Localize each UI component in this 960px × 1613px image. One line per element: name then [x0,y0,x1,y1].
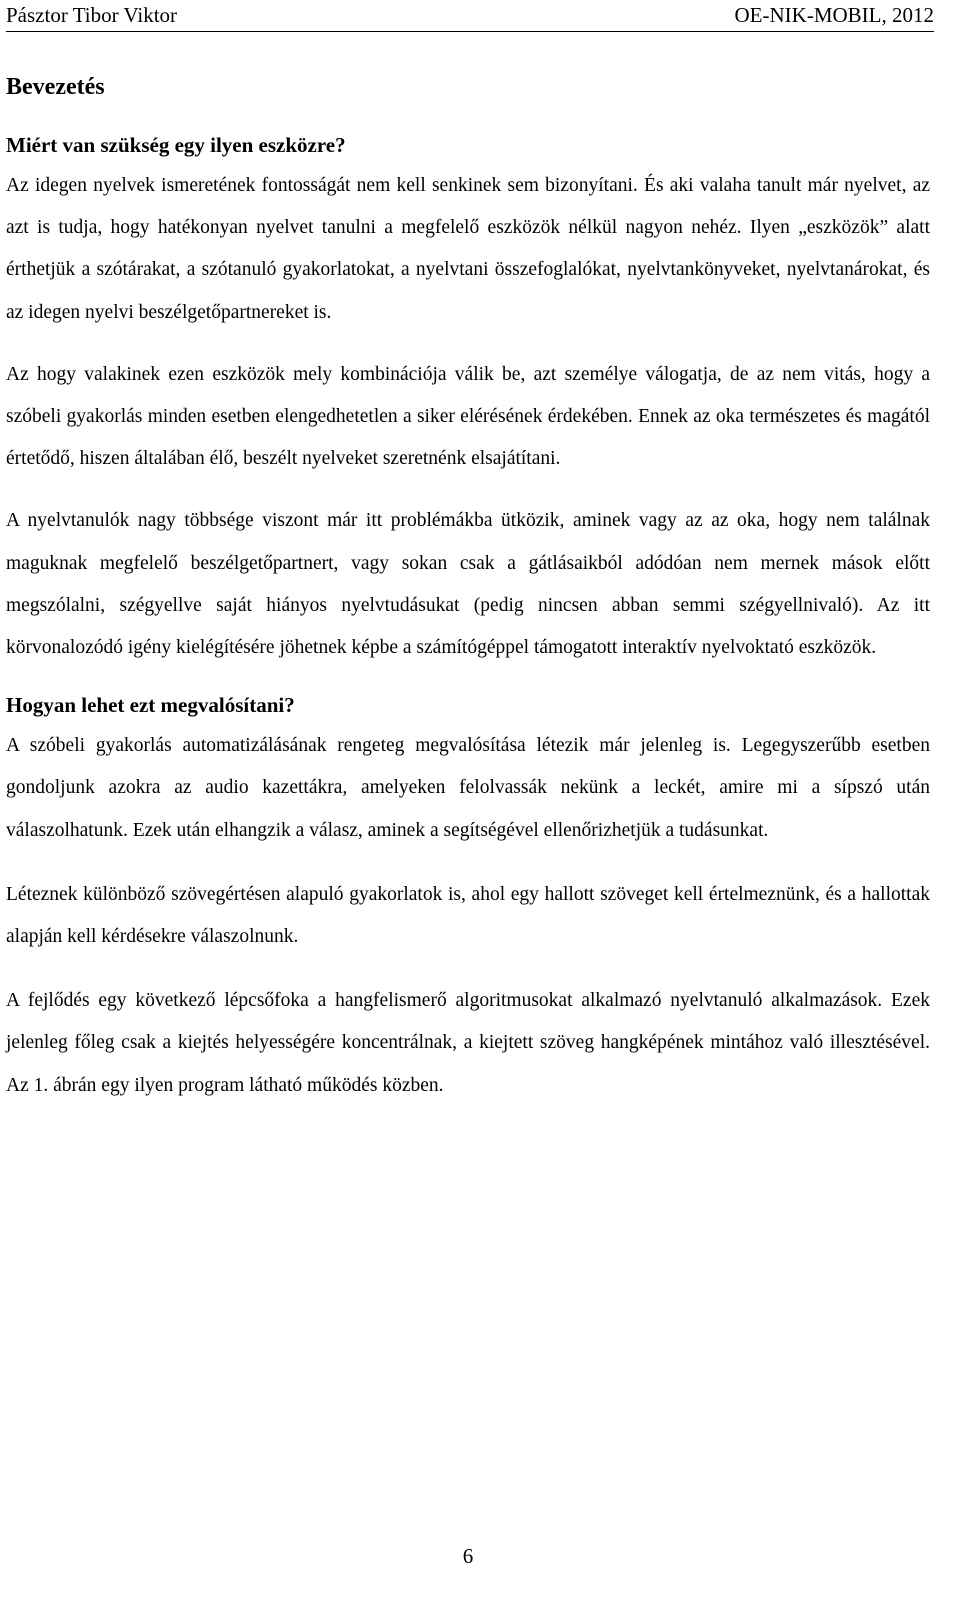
paragraph: Az hogy valakinek ezen eszközök mely kombinációja válik be, azt személye válogatja, de az nem vitás, hogy a szóbeli gyakorlás minden esetben elengedhetetlen a siker elérésének érdekében. Ennek az oka természetes és magától értetődő, hiszen általában élő, beszélt nyelveket szeretnénk elsajátítani. [6,363,930,470]
section-heading-why: Miért van szükség egy ilyen eszközre? [6,133,346,157]
document-body [6,67,930,1107]
paragraph: A nyelvtanulók nagy többsége viszont már itt problémákba ütközik, aminek vagy az az oka, hogy nem találnak maguknak megfelelő beszélgetőpartnert, vagy sokan csak a gátlásaikból adódóan nem mernek mások előtt megszólalni, szégyellve saját hiányos nyelvtudásukat (pedig nincsen abban semmi szégyellnivaló). Az itt körvonalozódó igény kielégítésére jöhetnek képbe a számítógéppel támogatott interaktív nyelvoktató eszközök. [6,510,930,659]
chapter-title: Bevezetés [6,74,105,100]
header-author: Pásztor Tibor Viktor [6,3,178,27]
header-course: OE-NIK-MOBIL, 2012 [734,3,934,27]
paragraph: A szóbeli gyakorlás automatizálásának rengeteg megvalósítása létezik már jelenleg is. Legegyszerűbb esetben gondoljunk azokra az audio kazettákra, amelyeken felolvassák nekünk a leckét, amire mi a sípszó után válaszolhatunk. Ezek után elhangzik a válasz, aminek a segítségével ellenőrizhetjük a tudásunkat. [6,735,930,841]
header-rule [6,31,934,32]
page-header [6,0,934,30]
paragraph: Az idegen nyelvek ismeretének fontosságát nem kell senkinek sem bizonyítani. És aki valaha tanult már nyelvet, az azt is tudja, hogy hatékonyan nyelvet tanulni a megfelelő eszközök nélkül nagyon nehéz. Ilyen „eszközök” alatt érthetjük a szótárakat, a szótanuló gyakorlatokat, a nyelvtani összefoglalókat, nyelvtankönyveket, nyelvtanárokat, és az idegen nyelvi beszélgetőpartnereket is. [6,175,930,323]
paragraph: Léteznek különböző szövegértésen alapuló gyakorlatok is, ahol egy hallott szöveget kell értelmeznünk, és a hallottak alapján kell kérdésekre válaszolnunk. [6,883,930,948]
paragraph: A fejlődés egy következő lépcsőfoka a hangfelismerő algoritmusokat alkalmazó nyelvtanuló alkalmazások. Ezek jelenleg főleg csak a kiejtés helyességére koncentrálnak, a kiejtett szöveg hangképének mintához való illesztésével. Az 1. ábrán egy ilyen program látható működés közben. [6,990,930,1096]
section-heading-how: Hogyan lehet ezt megvalósítani? [6,693,295,718]
page-number: 6 [462,1544,474,1568]
